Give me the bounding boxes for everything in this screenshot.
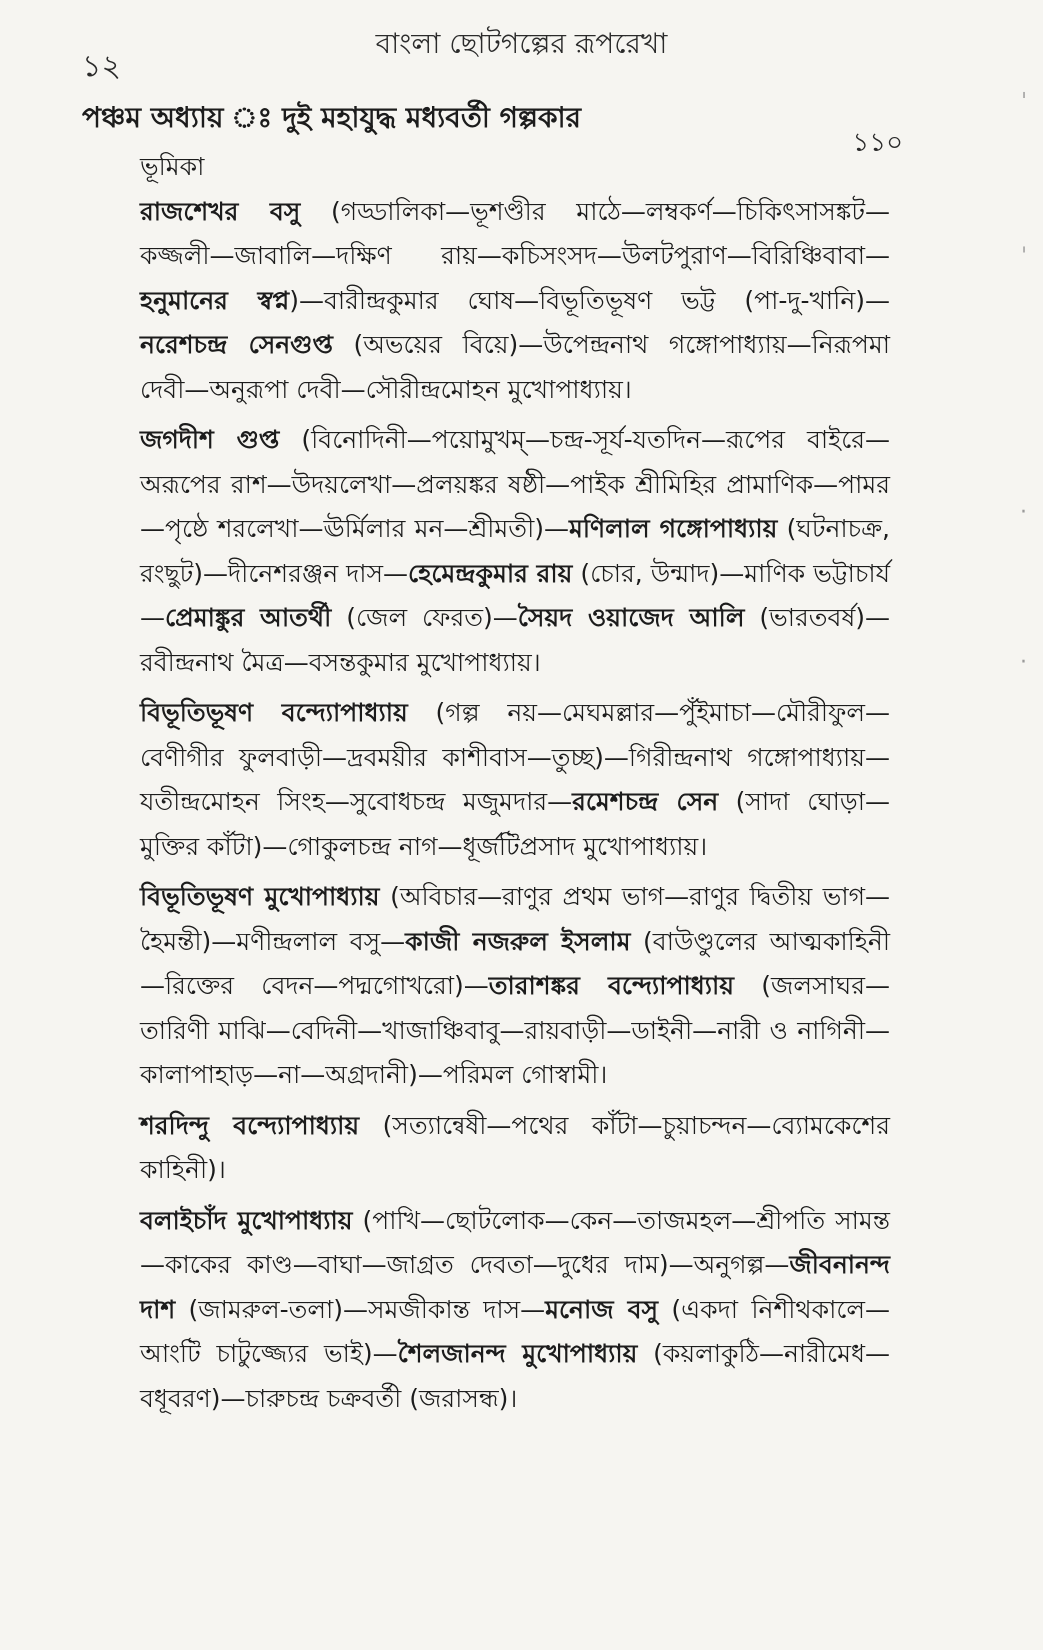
toc-entry-3 bbox=[140, 691, 890, 869]
margin-speck: ˈ bbox=[1020, 90, 1027, 115]
toc-entry-1 bbox=[140, 190, 890, 413]
page-number: ১২ bbox=[82, 49, 121, 84]
entry-text: (বাউণ্ডুলের আত্মকাহিনী—রিক্তের বেদন—পদ্মগোখরো)— bbox=[140, 926, 890, 1000]
entry-text: (সাদা ঘোড়া—মুক্তির কাঁটা)—গোকুলচন্দ্র নাগ—ধূর্জটিপ্রসাদ মুখোপাধ্যায়। bbox=[140, 787, 891, 861]
entry-text: (অভয়ের বিয়ে)—উপেন্দ্রনাথ গঙ্গোপাধ্যায়—নিরূপমা দেবী—অনুরূপা দেবী—সৌরীন্দ্রমোহন মুখোপাধ্যায়। bbox=[140, 330, 890, 404]
entry-text: (কয়লাকুঠি—নারীমেধ—বধূবরণ)—চারুচন্দ্র চক্রবর্তী (জরাসন্ধ)। bbox=[140, 1339, 890, 1413]
entry-text: (সত্যান্বেষী—পথের কাঁটা—চুয়াচন্দন—ব্যোমকেশের কাহিনী)। bbox=[140, 1110, 890, 1184]
entry-text: (একদা নিশীথকালে—আংটি চাটুজ্জ্যের ভাই)— bbox=[140, 1294, 890, 1368]
entry-text: (গড্ডালিকা—ভূশণ্ডীর মাঠে—লম্বকর্ণ—চিকিৎসাসঙ্কট—কজ্জলী—জাবালি—দক্ষিণ রায়—কচিসংসদ—উলটপুরাণ—বিরিঞ্চিবাবা— bbox=[140, 196, 890, 270]
author-name: রমেশচন্দ্র সেন bbox=[572, 787, 719, 816]
entry-text: (ভারতবর্ষ)—রবীন্দ্রনাথ মৈত্র—বসন্তকুমার মুখোপাধ্যায়। bbox=[140, 603, 890, 677]
toc-entry-4 bbox=[140, 875, 890, 1098]
entry-text: (অবিচার—রাণুর প্রথম ভাগ—রাণুর দ্বিতীয় ভাগ—হৈমন্তী)—মণীন্দ্রলাল বসু— bbox=[140, 882, 891, 956]
entry-text: (চোর, উন্মাদ)—মাণিক ভট্টাচার্য— bbox=[140, 558, 890, 632]
toc-entry-5 bbox=[140, 1104, 890, 1193]
entry-text: (গল্প নয়—মেঘমল্লার—পুঁইমাচা—মৌরীফুল—বেণীগীর ফুলবাড়ী—দ্রবময়ীর কাশীবাস—তুচ্ছ)—গিরীন্দ্রনাথ গঙ্গোপাধ্যায়—যতীন্দ্রমোহন সিংহ—সুবোধচন্দ্র মজুমদার— bbox=[140, 698, 890, 816]
margin-speck: · bbox=[1020, 650, 1027, 675]
author-name: নরেশচন্দ্র সেনগুপ্ত bbox=[140, 330, 333, 359]
author-name: বিভূতিভূষণ মুখোপাধ্যায় bbox=[140, 882, 380, 911]
toc-content bbox=[140, 145, 890, 1427]
author-name: জীবনানন্দ দাশ bbox=[140, 1250, 890, 1324]
author-name: বিভূতিভূষণ বন্দ্যোপাধ্যায় bbox=[140, 698, 408, 727]
margin-speck: · bbox=[1020, 500, 1027, 525]
entry-text: )—বারীন্দ্রকুমার ঘোষ—বিভূতিভূষণ ভট্ট (পা-দু-খানি)— bbox=[289, 285, 890, 315]
entry-text: (বিনোদিনী—পয়োমুখম্—চন্দ্র-সূর্য-যতদিন—রূপের বাইরে—অরূপের রাশ—উদয়লেখা—প্রলয়ঙ্কর ষষ্ঠী—পাইক শ্রীমিহির প্রামাণিক—পামর—পৃষ্ঠে শরলেখা—ঊর্মিলার মন—শ্রীমতী)— bbox=[140, 425, 890, 543]
author-name: কাজী নজরুল ইসলাম bbox=[405, 926, 631, 956]
author-name: শরদিন্দু বন্দ্যোপাধ্যায় bbox=[140, 1110, 360, 1140]
author-name: মনোজ বসু bbox=[545, 1294, 659, 1324]
author-name: শৈলজানন্দ মুখোপাধ্যায় bbox=[397, 1339, 638, 1368]
toc-entry-2 bbox=[140, 418, 890, 685]
chapter-page-ref: ১১০ bbox=[852, 128, 903, 158]
author-name: হেমেন্দ্রকুমার রায় bbox=[408, 558, 573, 588]
margin-speck: ˌ bbox=[1020, 230, 1027, 255]
chapter-title: পঞ্চম অধ্যায় ঃ দুই মহাযুদ্ধ মধ্যবর্তী গল্পকার bbox=[82, 101, 582, 134]
toc-entry-6 bbox=[140, 1199, 890, 1422]
author-name: মণিলাল গঙ্গোপাধ্যায় bbox=[568, 514, 778, 543]
story-title: হনুমানের স্বপ্ন bbox=[140, 285, 290, 315]
author-name: জগদীশ গুপ্ত bbox=[140, 425, 280, 454]
intro-heading: ভূমিকা bbox=[140, 152, 205, 181]
entry-text: (পাখি—ছোটলোক—কেন—তাজমহল—শ্রীপতি সামন্ত—কাকের কাণ্ড—বাঘা—জাগ্রত দেবতা—দুধের দাম)—অনুগল্প— bbox=[140, 1205, 890, 1279]
entry-text: (জলসাঘর—তারিণী মাঝি—বেদিনী—খাজাঞ্চিবাবু—রায়বাড়ী—ডাইনী—নারী ও নাগিনী—কালাপাহাড়—না—অগ্রদানী)—পরিমল গোস্বামী। bbox=[140, 971, 890, 1089]
author-name: সৈয়দ ওয়াজেদ আলি bbox=[517, 603, 745, 632]
author-name: বলাইচাঁদ মুখোপাধ্যায় bbox=[140, 1205, 353, 1235]
entry-text: (জেল ফেরত)— bbox=[331, 603, 518, 632]
author-name: প্রেমাঙ্কুর আতর্থী bbox=[165, 603, 332, 632]
running-head: বাংলা ছোটগল্পের রূপরেখা bbox=[375, 27, 668, 60]
entry-text: (ঘটনাচক্র, রংছুট)—দীনেশরঞ্জন দাস— bbox=[140, 514, 890, 588]
entry-text: (জামরুল-তলা)—সমজীকান্ত দাস— bbox=[175, 1294, 546, 1324]
author-name: তারাশঙ্কর বন্দ্যোপাধ্যায় bbox=[488, 971, 734, 1000]
author-name: রাজশেখর বসু bbox=[140, 196, 301, 226]
